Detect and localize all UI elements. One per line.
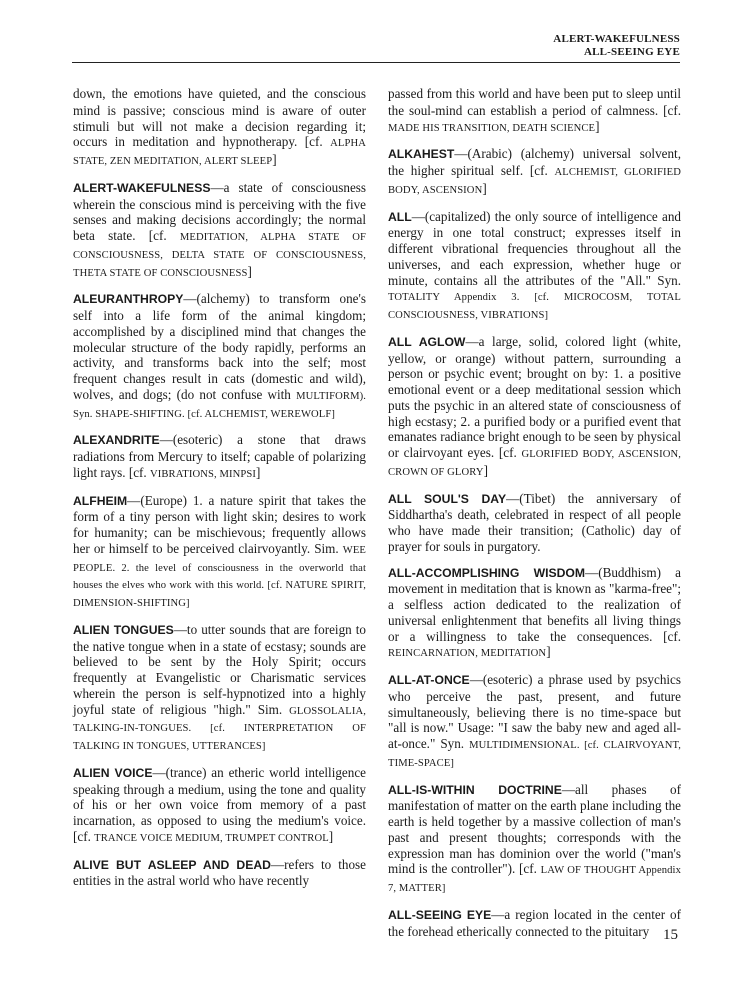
- entry-term: ALL-AT-ONCE: [388, 673, 470, 687]
- header-last-term: ALL-SEEING EYE: [583, 46, 680, 58]
- dictionary-entry: ALIVE BUT ASLEEP AND DEAD—refers to those entities in the astral world who have recently: [73, 856, 366, 889]
- dictionary-entry: ALL-SEEING EYE—a region located in the center of the forehead etherically connected to the pituitary: [388, 906, 681, 939]
- entry-term: ALIEN TONGUES: [73, 622, 174, 637]
- dictionary-entry: ALL-AT-ONCE—(esoteric) a phrase used by psychics who perceive the past, present, and future simultaneously, believing there is no time-space but "all is now." Usage: "I saw the baby new and aged all-at-once." Syn. MULTIDIMENSIONAL. [cf. CLAIRVOYANT, TIME-SPACE]: [388, 672, 681, 769]
- entry-term: ALFHEIM: [73, 493, 128, 508]
- left-column: [73, 86, 366, 899]
- entry-term: ALL-IS-WITHIN DOCTRINE: [388, 782, 562, 797]
- header-first-term: ALERT-WAKEFULNESS: [553, 33, 680, 45]
- dictionary-entry: ALL AGLOW—a large, solid, colored light (white, yellow, or orange) without pattern, surrounding a person or psychic event; brought on by: 1. a positive emotional event or a deep meditational session which puts the psychic in an altered state of consciousness of high ecstasy; 2. a purified body or a purified event that emanates radiance bright enough to be seen by physical or clairvoyant eyes. [cf. GLORIFIED BODY, ASCENSION, CROWN OF GLORY]: [388, 333, 681, 478]
- entry-term: ALIEN VOICE: [73, 765, 153, 780]
- dictionary-entry: ALEURANTHROPY—(alchemy) to transform one's self into a life form of the animal kingdom; accomplished by a disciplined mind that changes the molecular structure of the body rapidly, performs an activity, and transforms back into the self; most frequent changes result in cats (domestic and wild), wolves, and dogs; (do not confuse with MULTIFORM). Syn. SHAPE-SHIFTING. [cf. ALCHEMIST, WEREWOLF]: [73, 291, 366, 420]
- entry-term: ALL-ACCOMPLISHING WISDOM: [388, 565, 586, 580]
- entry-term: ALL SOUL'S DAY: [388, 491, 507, 506]
- dictionary-entry: ALIEN VOICE—(trance) an etheric world intelligence speaking through a medium, using the tone and quality of his or her own voice from memory of a past incarnation, as opposed to using the medium's voice. [cf. TRANCE VOICE MEDIUM, TRUMPET CONTROL]: [73, 764, 366, 844]
- dictionary-entry: ALFHEIM—(Europe) 1. a nature spirit that takes the form of a tiny person with light skin; desires to work for humanity; can be mischievous; frequently allows her or himself to be perceived clairvoyantly. Sim. WEE PEOPLE. 2. the level of consciousness in the overworld that houses the elves who work with this world. [cf. NATURE SPIRIT, DIMENSION-SHIFTING]: [73, 492, 366, 609]
- dictionary-entry: ALL-IS-WITHIN DOCTRINE—all phases of manifestation of matter on the earth plane including the earth is held together by a massive collection of man's past and present thoughts; corresponds with the expression man has dominion over the world ("man's mind is the controller"). [cf. LAW OF THOUGHT Appendix 7, MATTER]: [388, 781, 681, 894]
- header-rule: [72, 62, 680, 63]
- dictionary-entry: ALL SOUL'S DAY—(Tibet) the anniversary of Siddhartha's death, celebrated in respect of all people who have made their transition; (Catholic) day of prayer for souls in purgatory.: [388, 490, 681, 554]
- dictionary-entry: passed from this world and have been put to sleep until the soul-mind can establish a period of calmness. [cf. MADE HIS TRANSITION, DEATH SCIENCE]: [388, 86, 681, 134]
- dictionary-entry: ALERT-WAKEFULNESS—a state of consciousness wherein the conscious mind is perceiving with the five senses and making decisions accordingly; the normal beta state. [cf. MEDITATION, ALPHA STATE OF CONSCIOUSNESS, DELTA STATE OF CONSCIOUSNESS, THETA STATE OF CONSCIOUSNESS]: [73, 179, 367, 279]
- dictionary-entry: ALEXANDRITE—(esoteric) a stone that draws radiations from Mercury to itself; capable of polarizing light rays. [cf. VIBRATIONS, MINPSI]: [73, 432, 366, 480]
- entry-term: ALKAHEST: [388, 147, 455, 162]
- entry-term: ALL: [388, 209, 412, 224]
- entry-term: ALEXANDRITE: [73, 433, 160, 448]
- entry-term: ALL-SEEING EYE: [388, 907, 492, 922]
- entry-term: ALL AGLOW: [388, 334, 466, 349]
- right-column: [388, 86, 681, 949]
- entry-term: ALEURANTHROPY: [73, 292, 184, 307]
- dictionary-entry: ALKAHEST—(Arabic) (alchemy) universal solvent, the higher spiritual self. [cf. ALCHEMIST, GLORIFIED BODY, ASCENSION]: [388, 146, 681, 196]
- page-number: 15: [663, 927, 678, 943]
- dictionary-entry: ALL—(capitalized) the only source of intelligence and energy in one total construct; expresses itself in different vibrational frequencies throughout all the universes, and each expression, whether huge or minute, contains all the attributes of the "All." Syn. TOTALITY Appendix 3. [cf. MICROCOSM, TOTAL CONSCIOUSNESS, VIBRATIONS]: [388, 208, 681, 321]
- entry-term: ALIVE BUT ASLEEP AND DEAD: [73, 857, 271, 872]
- running-header: [72, 33, 680, 59]
- dictionary-entry: down, the emotions have quieted, and the conscious mind is passive; conscious mind is aware of outer stimuli but will not make a decision regarding it; occurs in meditation and hypnotherapy. [cf. ALPHA STATE, ZEN MEDITATION, ALERT SLEEP]: [73, 86, 366, 167]
- entry-term: ALERT-WAKEFULNESS: [73, 180, 211, 195]
- dictionary-entry: ALIEN TONGUES—to utter sounds that are foreign to the native tongue when in a state of ecstasy; sounds are believed to be sent by the Holy Spirit; occurs frequently at Evangelistic or Charismatic services wherein the person is self-hypnotized into a highly joyful state of religious "high." Sim. GLOSSOLALIA, TALKING-IN-TONGUES. [cf. INTERPRETATION OF TALKING IN TONGUES, UTTERANCES]: [73, 621, 367, 752]
- dictionary-entry: ALL-ACCOMPLISHING WISDOM—(Buddhism) a movement in meditation that is known as "karma-free"; a selfless action dedicated to the realization of universal enlightenment that benefits all living things or a willingness to take the consequences. [cf. REINCARNATION, MEDITATION]: [388, 564, 682, 660]
